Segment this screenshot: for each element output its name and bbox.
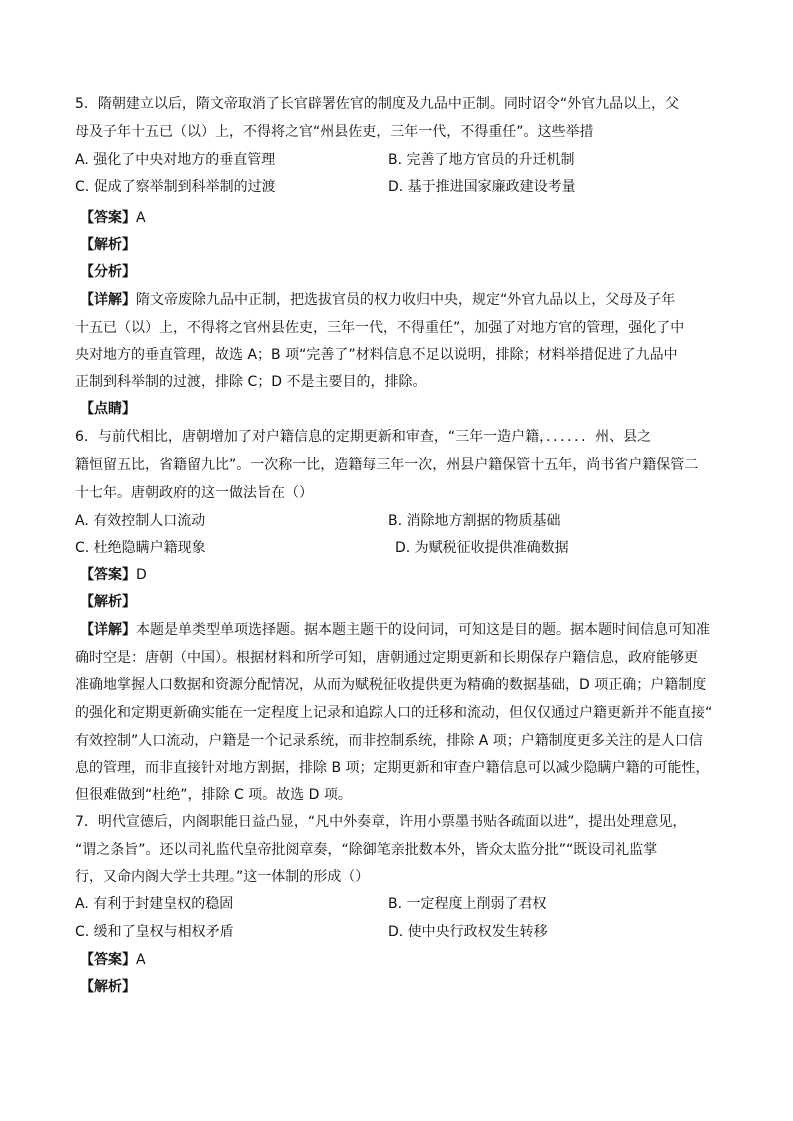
answer-value: A <box>136 210 146 226</box>
q7-option-c: C. 缓和了皇权与相权矛盾 <box>75 924 234 940</box>
q6-option-a: A. 有效控制人口流动 <box>75 513 206 529</box>
q6-detail-line-7: 但很难做到“杜绝”，排除 C 项。故选 D 项。 <box>75 787 352 803</box>
q6-stem-line-3: 十七年。唐朝政府的这一做法旨在（） <box>75 485 313 501</box>
q6-answer <box>80 565 147 585</box>
q5-detail-line-3: 央对地方的垂直管理，故选 A；B 项“完善了”材料信息不足以说明，排除；材料举措促进了九品中 <box>75 347 678 363</box>
q6-detail-line-2: 确时空是：唐朝（中国）。根据材料和所学可知，唐朝通过定期更新和长期保存户籍信息，政府能够更 <box>75 650 698 666</box>
answer-label: 【答案】 <box>80 567 136 583</box>
q5-dianjing-label: 【点睛】 <box>80 401 136 417</box>
q6-detail-line-1 <box>80 620 710 640</box>
detail-text: 隋文帝废除九品中正制，把选拔官员的权力收归中央，规定“外官九品以上，父母及子年 <box>136 292 676 308</box>
answer-value: D <box>136 567 147 583</box>
q5-option-d: D. 基于推进国家廉政建设考量 <box>388 179 576 195</box>
q7-answer <box>80 950 146 970</box>
q7-analysis-label: 【解析】 <box>80 979 136 995</box>
q6-detail-line-6: 息的管理，而非直接针对地方割据，排除 B 项；定期更新和审查户籍信息可以减少隐瞒户籍的可能性， <box>75 760 710 776</box>
q7-option-b: B. 一定程度上削弱了君权 <box>388 896 547 912</box>
q5-answer <box>80 208 146 228</box>
detail-label: 【详解】 <box>80 292 136 308</box>
q6-stem-line-1: 6．与前代相比，唐朝增加了对户籍信息的定期更新和审查，“三年一造户籍，．．．．．．州、县之 <box>75 429 652 445</box>
q5-fenxi-label: 【分析】 <box>80 264 136 280</box>
q5-option-b: B. 完善了地方官员的升迁机制 <box>388 152 575 168</box>
q6-stem-line-2: 籍恒留五比，省籍留九比”。一次称一比，造籍每三年一次，州县户籍保管十五年，尚书省户籍保管二 <box>75 457 699 473</box>
detail-text: 本题是单类型单项选择题。据本题主题干的设问词，可知这是目的题。据本题时间信息可知准 <box>136 622 710 638</box>
q6-detail-line-5: 有效控制”人口流动，户籍是一个记录系统，而非控制系统，排除 A 项；户籍制度更多关注的是人口信 <box>75 733 703 749</box>
q5-stem-line-1: 5．隋朝建立以后，隋文帝取消了长官辟署佐官的制度及九品中正制。同时诏令“外官九品以上，父 <box>75 96 680 112</box>
q6-detail-line-4: 的强化和定期更新确实能在一定程度上记录和追踪人口的迁移和流动，但仅仅通过户籍更新并不能直接“ <box>75 705 713 721</box>
answer-value: A <box>136 952 146 968</box>
q5-detail-line-4: 正制到科举制的过渡，排除 C；D 不是主要目的，排除。 <box>75 374 427 390</box>
q6-analysis-label: 【解析】 <box>80 594 136 610</box>
q6-option-d: D. 为赋税征收提供准确数据 <box>395 540 569 556</box>
q5-detail-line-1 <box>80 290 675 310</box>
q6-detail-line-3: 准确地掌握人口数据和资源分配情况，从而为赋税征收提供更为精确的数据基础，D 项正确；户籍制度 <box>75 677 707 693</box>
q7-stem-line-2: “谓之条旨”。还以司礼监代皇帝批阅章奏，“除御笔亲批数本外，皆众太监分批”“既设司礼监掌 <box>75 842 658 858</box>
q5-detail-line-2: 十五已（以）上，不得将之官州县佐吏，三年一代，不得重任”，加强了对地方官的管理，强化了中 <box>75 320 685 336</box>
detail-label: 【详解】 <box>80 622 136 638</box>
q5-analysis-label: 【解析】 <box>80 237 136 253</box>
q5-option-a: A. 强化了中央对地方的垂直管理 <box>75 152 276 168</box>
q7-stem-line-3: 行，又命内阁大学士共理。”这一体制的形成（） <box>75 869 370 885</box>
q5-stem-line-2: 母及子年十五已（以）上，不得将之官“州县佐吏，三年一代，不得重任”。这些举措 <box>75 124 594 140</box>
answer-label: 【答案】 <box>80 952 136 968</box>
q7-option-a: A. 有利于封建皇权的稳固 <box>75 896 234 912</box>
q5-option-c: C. 促成了察举制到科举制的过渡 <box>75 179 276 195</box>
answer-label: 【答案】 <box>80 210 136 226</box>
q7-stem-line-1: 7．明代宣德后，内阁职能日益凸显，“凡中外奏章，许用小票墨书贴各疏面以进”，提出处理意见， <box>75 814 687 830</box>
q6-option-c: C. 杜绝隐瞒户籍现象 <box>75 540 206 556</box>
q7-option-d: D. 使中央行政权发生转移 <box>388 924 548 940</box>
q6-option-b: B. 消除地方割据的物质基础 <box>388 513 561 529</box>
